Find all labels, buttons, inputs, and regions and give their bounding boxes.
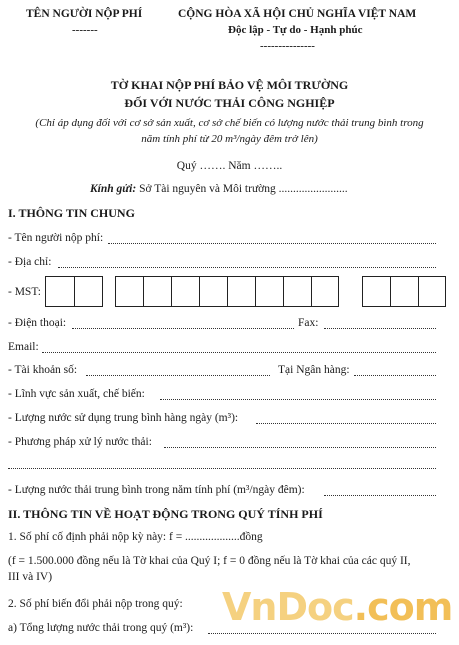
treatment-field[interactable] <box>164 447 436 448</box>
vndoc-watermark-logo <box>222 585 452 629</box>
left-divider: ------- <box>72 24 98 36</box>
email-label: Email: <box>8 341 39 353</box>
address-label: - Địa chỉ: <box>8 256 52 268</box>
phone-field[interactable] <box>72 328 294 329</box>
total-wastewater-label: a) Tổng lượng nước thải trong quý (m³): <box>8 622 194 634</box>
fax-label: Fax: <box>298 317 319 329</box>
form-title-line2: ĐỐI VỚI NƯỚC THẢI CÔNG NGHIỆP <box>124 96 335 110</box>
tax-code-boxes-group1[interactable] <box>45 276 103 307</box>
tax-code-boxes-group2[interactable] <box>115 276 339 307</box>
address-field[interactable] <box>58 267 436 268</box>
bank-label: Tại Ngân hàng: <box>278 364 350 376</box>
scope-note-line2: năm tính phí từ 20 m³/ngày đêm trở lên) <box>141 133 318 145</box>
account-label: - Tài khoản số: <box>8 364 78 376</box>
water-use-label: - Lượng nước sử dụng trung bình hàng ngày (m³): <box>8 412 239 424</box>
section2-heading: II. THÔNG TIN VỀ HOẠT ĐỘNG TRONG QUÝ TÍNH PHÍ <box>8 507 323 521</box>
fixed-fee-line: 1. Số phí cố định phải nộp kỳ này: f = ...................đồng <box>8 531 263 543</box>
avg-wastewater-field[interactable] <box>324 495 436 496</box>
bank-field[interactable] <box>354 375 436 376</box>
recipient-line <box>90 183 348 195</box>
total-wastewater-field[interactable] <box>208 633 436 634</box>
tax-code-boxes-group3[interactable] <box>362 276 446 307</box>
avg-wastewater-label: - Lượng nước thải trung bình trong năm tính phí (m³/ngày đêm): <box>8 484 305 496</box>
period-line: Quý ……. Năm …….. <box>176 160 283 172</box>
right-divider: --------------- <box>260 40 315 52</box>
tax-code-label: - MST: <box>8 286 41 298</box>
section1-heading: I. THÔNG TIN CHUNG <box>8 206 135 220</box>
national-motto: Độc lập - Tự do - Hạnh phúc <box>228 24 363 36</box>
industry-label: - Lĩnh vực sản xuất, chế biến: <box>8 388 145 400</box>
payer-name-header: TÊN NGƯỜI NỘP PHÍ <box>26 8 143 20</box>
payer-name-field[interactable] <box>108 243 436 244</box>
watermark-main: VnDoc <box>222 585 354 629</box>
treatment-field-continued[interactable] <box>8 468 436 469</box>
scope-note-line1: (Chỉ áp dụng đối với cơ sở sản xuất, cơ sở chế biến có lượng nước thải trung bình trong <box>35 117 424 129</box>
fixed-fee-note-line1: (f = 1.500.000 đồng nếu là Tờ khai của Quý I; f = 0 đồng nếu là Tờ khai của các quý II, <box>8 555 411 567</box>
national-title: CỘNG HÒA XÃ HỘI CHỦ NGHĨA VIỆT NAM <box>178 8 417 20</box>
payer-name-label: - Tên người nộp phí: <box>8 232 104 244</box>
phone-label: - Điện thoại: <box>8 317 67 329</box>
recipient-label: Kính gửi: <box>90 183 137 195</box>
account-field[interactable] <box>86 375 270 376</box>
email-field[interactable] <box>42 352 436 353</box>
fax-field[interactable] <box>324 328 436 329</box>
fixed-fee-note-line2: III và IV) <box>8 571 53 583</box>
industry-field[interactable] <box>160 399 436 400</box>
watermark-suffix: .com <box>353 585 453 629</box>
treatment-label: - Phương pháp xử lý nước thải: <box>8 436 152 448</box>
water-use-field[interactable] <box>256 423 436 424</box>
variable-fee-label: 2. Số phí biến đổi phải nộp trong quý: <box>8 598 183 610</box>
recipient-value: Sở Tài nguyên và Môi trường ........................ <box>139 183 348 195</box>
form-title-line1: TỜ KHAI NỘP PHÍ BẢO VỆ MÔI TRƯỜNG <box>110 78 349 92</box>
